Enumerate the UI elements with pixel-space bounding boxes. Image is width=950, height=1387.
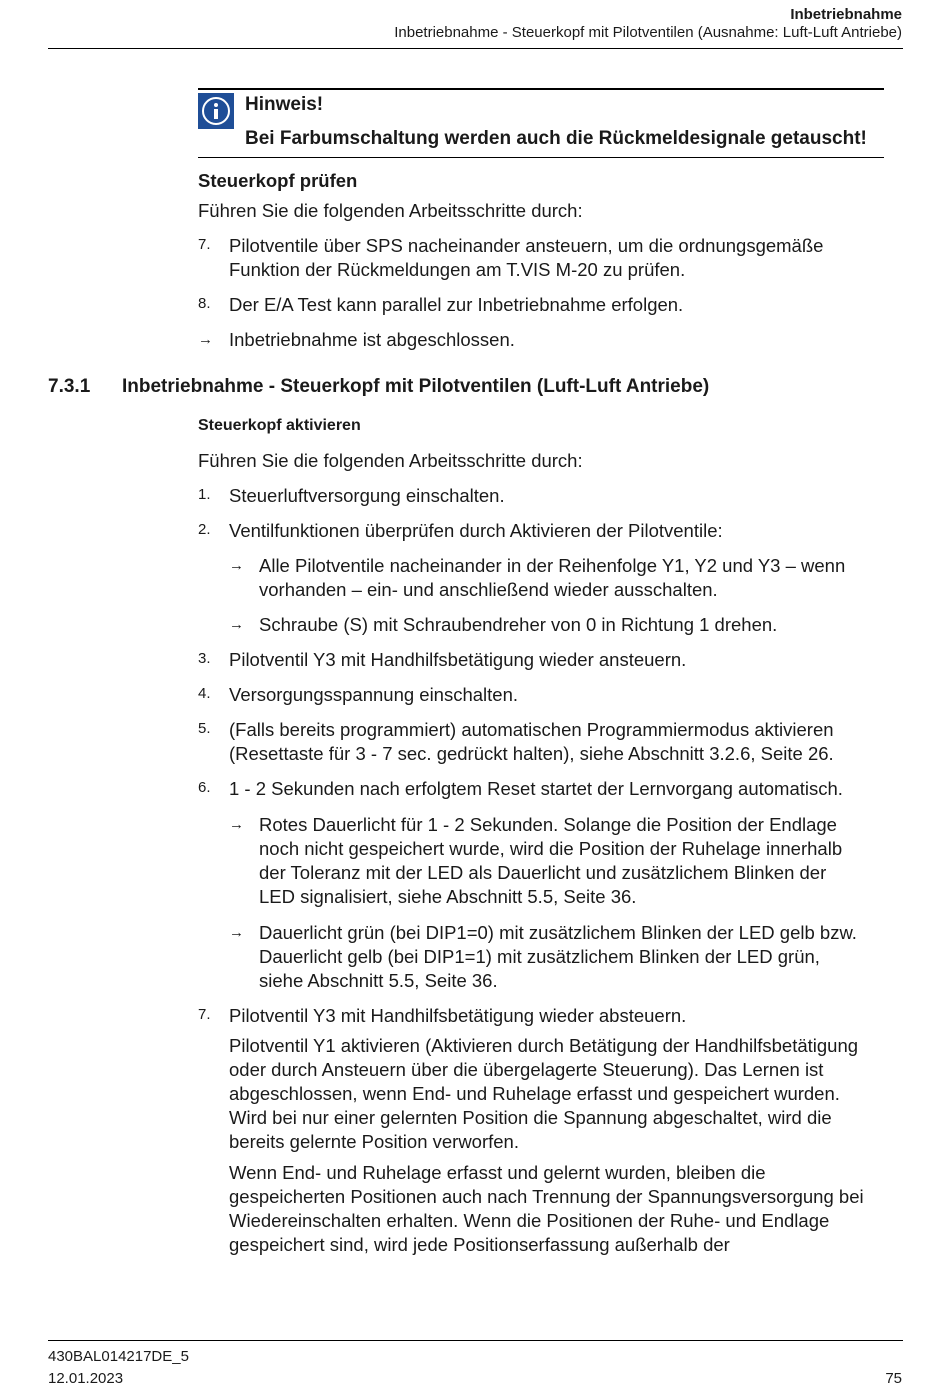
step-text: (Resettaste für 3 - 7 sec. gedrückt halten), siehe Abschnitt 3.2.6, Seite 26. bbox=[229, 743, 834, 764]
substep-text: Alle Pilotventile nacheinander in der Reihenfolge Y1, Y2 und Y3 – wenn bbox=[259, 555, 846, 576]
step-text: 1 - 2 Sekunden nach erfolgtem Reset startet der Lernvorgang automatisch. bbox=[229, 778, 843, 799]
note-bottom-rule bbox=[198, 157, 884, 158]
substep-text: Schraube (S) mit Schraubendreher von 0 in Richtung 1 drehen. bbox=[259, 614, 778, 635]
paragraph-line: Wiedereinschalten erhalten. Wenn die Positionen der Ruhe- und Endlage bbox=[229, 1210, 830, 1231]
substep-text: der Toleranz mit der LED als Dauerlicht und zusätzlichem Blinken der bbox=[259, 862, 827, 883]
step-text: Steuerluftversorgung einschalten. bbox=[229, 485, 505, 506]
page-number: 75 bbox=[885, 1370, 902, 1387]
step-number: 6. bbox=[198, 779, 211, 796]
step-text: Der E/A Test kann parallel zur Inbetriebnahme erfolgen. bbox=[229, 294, 684, 315]
step-number: 7. bbox=[198, 1006, 211, 1023]
step-text: (Falls bereits programmiert) automatischen Programmiermodus aktivieren bbox=[229, 719, 834, 740]
paragraph-line: oder durch Ansteuern über die übergelagerte Steuerung). Das Lernen ist bbox=[229, 1059, 824, 1080]
note-top-rule bbox=[198, 88, 884, 90]
result-arrow-icon: → bbox=[229, 557, 244, 574]
step-number: 7. bbox=[198, 236, 211, 253]
step-number: 8. bbox=[198, 295, 211, 312]
header-chapter: Inbetriebnahme bbox=[790, 6, 902, 23]
step-number: 4. bbox=[198, 685, 211, 702]
check-section-intro: Führen Sie die folgenden Arbeitsschritte durch: bbox=[198, 200, 583, 221]
result-arrow-icon: → bbox=[229, 924, 244, 941]
section-title: Inbetriebnahme - Steuerkopf mit Pilotventilen (Luft-Luft Antriebe) bbox=[122, 376, 710, 397]
result-arrow-icon: → bbox=[198, 331, 213, 348]
info-icon bbox=[198, 93, 234, 129]
footer-doc-id: 430BAL014217DE_5 bbox=[48, 1348, 189, 1365]
result-arrow-icon: → bbox=[229, 616, 244, 633]
paragraph-line: gespeicherten Positionen auch nach Trennung der Spannungsversorgung bei bbox=[229, 1186, 864, 1207]
step-text: Pilotventil Y3 mit Handhilfsbetätigung wieder ansteuern. bbox=[229, 649, 687, 670]
note-heading: Hinweis! bbox=[245, 94, 324, 115]
substep-text: Dauerlicht grün (bei DIP1=0) mit zusätzlichem Blinken der LED gelb bzw. bbox=[259, 922, 857, 943]
result-arrow-icon: → bbox=[229, 816, 244, 833]
paragraph-line: Pilotventil Y1 aktivieren (Aktivieren durch Betätigung der Handhilfsbetätigung bbox=[229, 1035, 859, 1056]
note-text: Bei Farbumschaltung werden auch die Rückmeldesignale getauscht! bbox=[245, 128, 867, 149]
step-text: Pilotventile über SPS nacheinander ansteuern, um die ordnungsgemäße bbox=[229, 235, 824, 256]
substep-text: noch nicht gespeichert wurde, wird die Position der Ruhelage innerhalb bbox=[259, 838, 843, 859]
check-section-title: Steuerkopf prüfen bbox=[198, 170, 358, 191]
paragraph-line: Wird bei nur einer gelernten Position die Spannung abgeschaltet, wird die bbox=[229, 1107, 832, 1128]
step-number: 2. bbox=[198, 521, 211, 538]
footer-divider bbox=[48, 1340, 903, 1341]
step-text: Versorgungsspannung einschalten. bbox=[229, 684, 519, 705]
step-text: Pilotventil Y3 mit Handhilfsbetätigung wieder absteuern. bbox=[229, 1005, 687, 1026]
paragraph-line: abgeschlossen, wenn End- und Ruhelage erfasst und gespeichert wurden. bbox=[229, 1083, 840, 1104]
substep-text: siehe Abschnitt 5.5, Seite 36. bbox=[259, 970, 498, 991]
paragraph-line: gespeichert sind, wird jede Positionserfassung außerhalb der bbox=[229, 1234, 730, 1255]
step-text: Ventilfunktionen überprüfen durch Aktivieren der Pilotventile: bbox=[229, 520, 723, 541]
paragraph-line: bereits gelernte Position verworfen. bbox=[229, 1131, 519, 1152]
step-text: Funktion der Rückmeldungen am T.VIS M-20 zu prüfen. bbox=[229, 259, 686, 280]
substep-text: vorhanden – ein- und anschließend wieder ausschalten. bbox=[259, 579, 718, 600]
step-number: 5. bbox=[198, 720, 211, 737]
substep-text: LED signalisiert, siehe Abschnitt 5.5, Seite 36. bbox=[259, 886, 637, 907]
section-subtitle: Steuerkopf aktivieren bbox=[198, 417, 361, 434]
result-text: Inbetriebnahme ist abgeschlossen. bbox=[229, 329, 515, 350]
substep-text: Rotes Dauerlicht für 1 - 2 Sekunden. Solange die Position der Endlage bbox=[259, 814, 837, 835]
step-number: 3. bbox=[198, 650, 211, 667]
step-number: 1. bbox=[198, 486, 211, 503]
header-divider bbox=[48, 48, 903, 49]
section-number: 7.3.1 bbox=[48, 376, 91, 397]
header-subtitle: Inbetriebnahme - Steuerkopf mit Pilotventilen (Ausnahme: Luft-Luft Antriebe) bbox=[394, 24, 902, 41]
section-intro: Führen Sie die folgenden Arbeitsschritte durch: bbox=[198, 450, 583, 471]
substep-text: Dauerlicht gelb (bei DIP1=1) mit zusätzlichem Blinken der LED grün, bbox=[259, 946, 820, 967]
footer-date: 12.01.2023 bbox=[48, 1370, 124, 1387]
paragraph-line: Wenn End- und Ruhelage erfasst und gelernt wurden, bleiben die bbox=[229, 1162, 766, 1183]
